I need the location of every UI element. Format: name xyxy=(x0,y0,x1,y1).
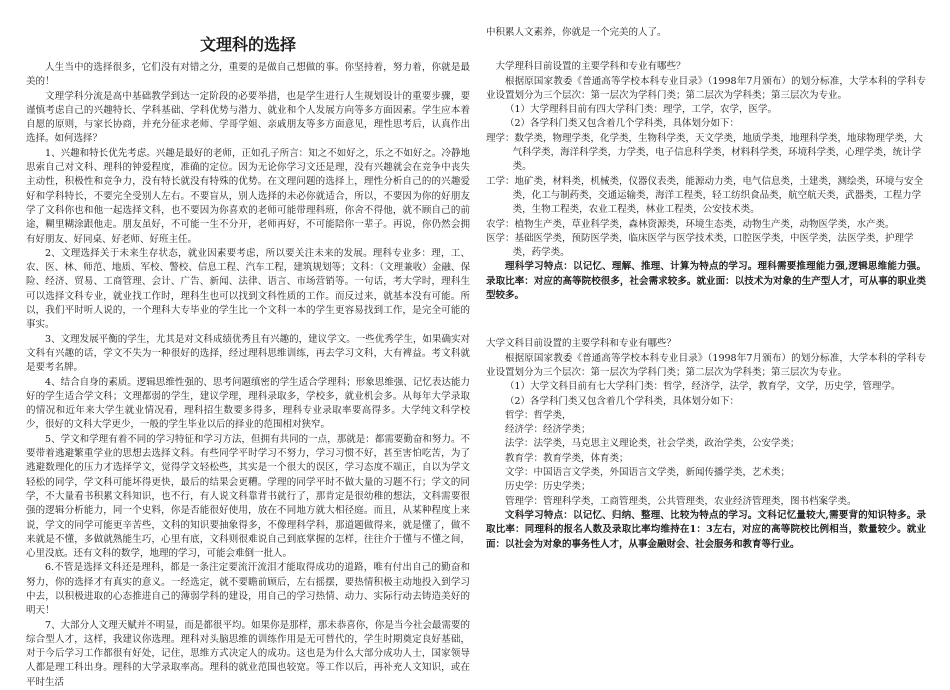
arts-category-literature: 文学：中国语言文学类，外国语言文学类，新闻传播学类，艺术类； xyxy=(505,467,791,479)
arts-category-law: 法学：法学类，马克思主义理论类，社会学类，政治学类，公安学类； xyxy=(505,438,800,450)
category-text: 基础医学类，预防医学类，临床医学与医学技术类，口腔医学类，中医学类，法医学类，护理学类，药学类。 xyxy=(512,232,914,259)
science-section xyxy=(486,60,926,303)
science-category-agriculture xyxy=(486,218,926,232)
paragraph-point-1: 1、兴趣和特长优先考虑。兴趣是最好的老师，正如孔子所言：知之不如好之，乐之不如好之。冷静地思索自己对文科、理科的钟爱程度，准确的定位。因为无论你学习文还是理，没有兴趣就会在竞争中丧失主动性，积极性和竞争力，没有特长就没有特殊的优势。在文理问题的选择上，理性分析自己的的兴趣爱好和学科特长，不要完全受别人左右。不要盲从，别人选择的未必你就适合，所以，不要因为你的好朋友学了文科你也和他一起选择文科，也不要因为你喜欢的老师可能带理科班，你舍不得他，就不顾自己的前途，糊里糊涂跟他走。朋友虽好，不可能一生不分开，老师再好，不可能陪你一辈子。再说，你仍然会拥有好朋友、好同桌、好老师、好班主任。 xyxy=(26,147,470,245)
arts-category-philosophy: 哲学：哲学类， xyxy=(505,409,572,421)
category-name: 医学： xyxy=(486,232,515,244)
science-question: 大学理科目前设置的主要学科和专业有哪些？ xyxy=(495,61,686,73)
paragraph-point-5: 5、学文和学理有着不同的学习特征和学习方法，但拥有共同的一点，那就是：都需要勤奋和努力。不要带着逃避繁重学业的思想去选择文科。有些同学平时学习不努力，学习习惯不好，甚至害怕吃苦，为了逃避数理化的压力才选择学文，觉得学文轻松些，其实是一个很大的误区，学习态度不端正，自以为学文轻松的同学，学文科可能坏得更快，最后的结果会更糟。学理的同学平时不做大量的习题不行；学文的同学，不大量看书积累文科知识，也不行，有人说文科靠背书就行了，那肯定是很幼稚的想法，文科需要很强的逻辑分析能力，同一个史料，你是否能很好使用，放在不同地方就大相径庭。而且，从某种程度上来说，学文的同学可能更辛苦些，文科的知识要抽象得多，不像理科学科，那道题做得来，就是懂了，做不来就是不懂，多做就熟能生巧，心里有底，文科则很难说自己到底掌握的怎样，往往介于懂与不懂之间，心里没底。还有文科的数学，地理的学习，可能会难倒一批人。 xyxy=(26,433,470,560)
category-text: 植物生产类，草业科学类，森林资源类，环境生态类，动物生产类，动物医学类，水产类。 xyxy=(514,218,895,230)
arts-section xyxy=(486,337,926,551)
science-category-engineering xyxy=(486,175,926,218)
arts-item-1: （1）大学文科目前有七大学科门类：哲学，经济学，法学，教育学，文学，历史学，管理学。 xyxy=(505,381,901,393)
category-name: 农学： xyxy=(486,218,515,230)
document-title: 文理科的选择 xyxy=(199,35,296,54)
category-name: 工学： xyxy=(486,175,515,187)
science-category-science xyxy=(486,132,926,175)
arts-category-history: 历史学：历史学类； xyxy=(505,481,591,493)
intro-paragraph: 人生当中的选择很多，它们没有对错之分，重要的是做自己想做的事。你坚持着，努力着，你就是最美的！ xyxy=(26,62,470,88)
arts-features: 文科学习特点：以记忆、归纳、整理、比较为特点的学习。文科记忆量较大,需要背的知识特多。录取比率：同理科的报名人数及录取比率均维持在1：3左右，对应的高等院校比例相当，数量较少。就业面：以社会为对象的事务性人才，从事金融财会、社会服务和教育等行业。 xyxy=(486,509,926,550)
arts-item-2: （2）各学科门类又包含着几个学科类，具体划分如下： xyxy=(505,395,740,407)
science-item-1: （1）大学理科目前有四大学科门类：理学，工学，农学，医学。 xyxy=(505,104,778,116)
arts-category-economics: 经济学：经济学类； xyxy=(505,424,591,436)
paragraph-point-3: 3、文理发展平衡的学生，尤其是对文科成绩优秀且有兴趣的，建议学文。一些优秀学生，如果确实对文科有兴趣的话，学文不失为一种很好的选择，经过理科思维训练，再去学习文科，大有裨益。考文科就是要考名牌。 xyxy=(26,333,470,374)
arts-category-management: 管理学：管理科学类，工商管理类，公共管理类，农业经济管理类，图书档案学类。 xyxy=(505,495,857,507)
science-item-2: （2）各学科门类又包含着几个学科类，具体划分如下： xyxy=(505,118,740,130)
right-column xyxy=(486,0,926,552)
continuation-text: 中积累人文素养，你就是一个完美的人了。 xyxy=(486,27,667,38)
paragraph-point-6: 6.不管是选择文科还是理科，都是一条注定要流汗流泪才能取得成功的道路，唯有付出自己的勤奋和努力，你的选择才有真实的意义。一经选定，就不要瞻前顾后，左右摇摆，要热情积极主动地投入到学习中去，以积极进取的心态推进自己的薄弱学科的建设，用自己的学习热情、动力、实际行动去铸造美好的明天！ xyxy=(26,562,470,617)
left-column xyxy=(26,0,470,690)
paragraph-point-7: 7、大部分人文理天赋并不明显，而是都很平均。如果你是那样，那未恭喜你，你是当今社会最需要的综合型人才，这样，我建议你选理。理科对头脑思维的训练作用是无可替代的，学生时期奠定良好基础，对于今后学习工作都很有好处，记住，思维方式决定人的成功。这也是为什么大部分成功人士，国家领导人都是理工科出身。理科的大学录取率高。理科的就业范围也较宽。等工作以后，再补充人文知识，或在平时生活 xyxy=(26,619,470,688)
paragraph-point-4: 4、结合自身的素质。逻辑思维性强的、思考问题缜密的学生适合学理科；形象思维强、记忆表达能力好的学生适合学文科；文理都弱的学生，建议学理，理科录取多，学校多，就业机会多。从每年大学录取的情况和近年来大学生就业情况看，理科招生数要多得多，理科专业录取率要高得多。大学纯文科学校少，很好的文科大学更少，一般的学生毕业以后的择业的范围相对狭窄。 xyxy=(26,376,470,431)
category-text: 数学类，物理学类，化学类，生物科学类，天文学类，地质学类，地理科学类，地球物理学类，大气科学类，海洋科学类，力学类，电子信息科学类，材料科学类，环境科学类，心理学类，统计学类。 xyxy=(512,132,924,173)
paragraph-point-2: 2、文理选择关于未来生存状态，就业因素要考虑，所以要关注未来的发展。理科专业多：理，工、农、医、林、师范、地质、军校、警校、信息工程、汽车工程，建筑规划等；文科：（文理兼收）金融、保险、经济、贸易、工商管理、会计、广告、新闻、法律、语言、市场营销等。一句话，考大学时，理科生可以选择文科专业，就业找工作时，理科生也可以找到文科性质的工作。而反过来，就基本没有可能。所以，我们平时听人说的，一个理科大专毕业的学生比一个文科一本的学生更容易找到工作，是完全可能的事实。 xyxy=(26,247,470,331)
arts-intro: 根据原国家教委《普通高等学校本科专业目录》（1998年7月颁布）的划分标准，大学本科的学科专业设置划分为三个层次：第一层次为学科门类；第二层次为学科类；第三层次为专业。 xyxy=(486,352,926,378)
science-category-medicine xyxy=(486,232,926,261)
arts-question: 大学文科目前设置的主要学科和专业有哪些？ xyxy=(486,338,677,350)
category-text: 地矿类，材料类，机械类，仪器仪表类，能源动力类，电气信息类，土建类，测绘类，环境与安全类，化工与制药类，交通运输类，海洋工程类，轻工纺织食品类，航空航天类，武器类，工程力学类，生物工程类，农业工程类，林业工程类，公安技术类。 xyxy=(512,175,924,216)
category-name: 理学： xyxy=(486,132,515,144)
science-features: 理科学习特点：以记忆、理解、推理、计算为特点的学习。理科需要推理能力强,逻辑思维能力强。录取比率：对应的高等院校很多，社会需求较多。就业面：以技术为对象的生产型人才，可从事的职业类型较多。 xyxy=(486,261,926,302)
arts-category-education: 教育学：教育学类，体育类； xyxy=(505,452,629,464)
science-intro: 根据原国家教委《普通高等学校本科专业目录》（1998年7月颁布）的划分标准，大学本科的学科专业设置划分为三个层次：第一层次为学科门类；第二层次为学科类；第三层次为专业。 xyxy=(486,75,926,101)
paragraph-overview: 文理学科分流是高中基础教学到达一定阶段的必要举措，也是学生进行人生规划设计的重要步骤，要谨慎考虑自己的兴趣特长、学科基础、学科优势与潜力、就业和个人发展方向等多方面因素。学生应本着自愿的原则，与家长协商，并充分征求老师、学哥学姐、亲戚朋友等多方面意见，理性思考后，认真作出选择。如何选择？ xyxy=(26,90,470,145)
